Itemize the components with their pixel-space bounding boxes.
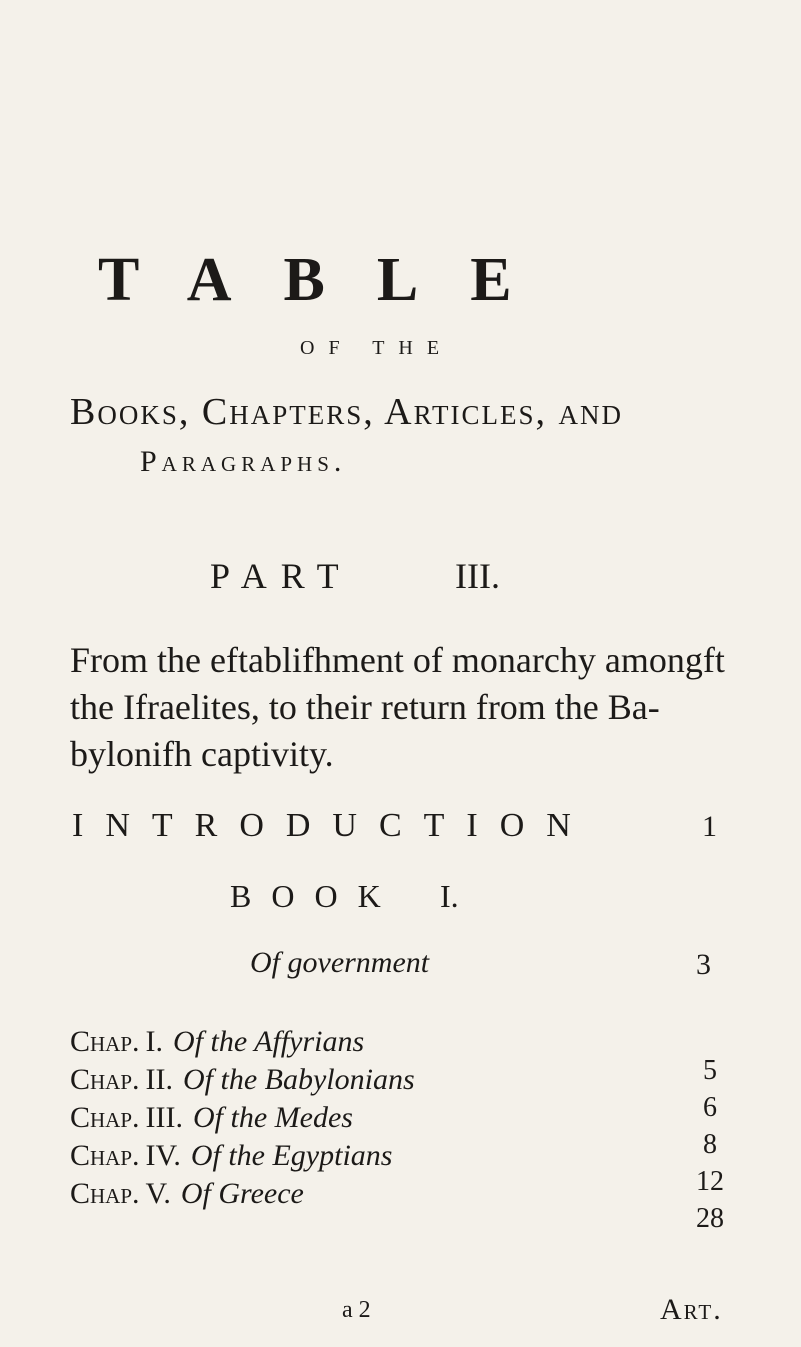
- chapter-number: I.: [145, 1025, 164, 1058]
- chapter-label: Chap.: [70, 1101, 140, 1134]
- part-label: PART: [210, 556, 353, 596]
- chapter-number: II.: [145, 1063, 174, 1096]
- chapter-title: Of the Medes: [193, 1101, 353, 1134]
- section-title: Of government: [250, 946, 430, 979]
- chapter-title: Of the Egyptians: [190, 1139, 393, 1172]
- catchword: Art.: [660, 1293, 723, 1326]
- subtitle-line-2: Paragraphs.: [140, 445, 347, 478]
- subtitle-line-1: Books, Chapters, Articles, and: [70, 391, 623, 433]
- chapter-title: Of the Affyrians: [173, 1025, 365, 1058]
- page-title: TABLE: [98, 246, 564, 314]
- chapter-page-number: 8: [703, 1129, 717, 1160]
- chapter-label: Chap.: [70, 1025, 140, 1058]
- chapter-row: [70, 1177, 304, 1215]
- chapter-number: III.: [145, 1101, 184, 1134]
- chapter-label: Chap.: [70, 1139, 140, 1172]
- chapter-number: V.: [145, 1177, 171, 1210]
- chapter-number: IV.: [145, 1139, 181, 1172]
- chapter-page-number: 28: [696, 1203, 724, 1234]
- chapter-title: Of Greece: [180, 1177, 304, 1210]
- book-label: BOOK: [230, 878, 401, 914]
- chapter-label: Chap.: [70, 1177, 140, 1210]
- part-description: From the eftablifhment of monarchy amongft the Ifraelites, to their return from the Ba-bylonifh captivity.: [70, 640, 725, 774]
- chapter-title: Of the Babylonians: [183, 1063, 415, 1096]
- signature-mark: a 2: [342, 1297, 371, 1323]
- chapter-row: [70, 1101, 353, 1139]
- chapter-row: [70, 1139, 392, 1177]
- introduction-page-number: 1: [702, 810, 717, 843]
- part-number: III.: [455, 556, 500, 596]
- chapter-page-number: 5: [703, 1055, 717, 1086]
- book-number: I.: [440, 878, 459, 914]
- title-of-the: OF THE: [300, 337, 454, 359]
- chapter-row: [70, 1025, 364, 1063]
- chapter-label: Chap.: [70, 1063, 140, 1096]
- chapter-page-number: 6: [703, 1092, 717, 1123]
- introduction-heading: INTRODUCTION: [72, 807, 593, 844]
- section-page-number: 3: [696, 948, 711, 981]
- chapter-row: [70, 1063, 415, 1101]
- chapter-page-number: 12: [696, 1166, 724, 1197]
